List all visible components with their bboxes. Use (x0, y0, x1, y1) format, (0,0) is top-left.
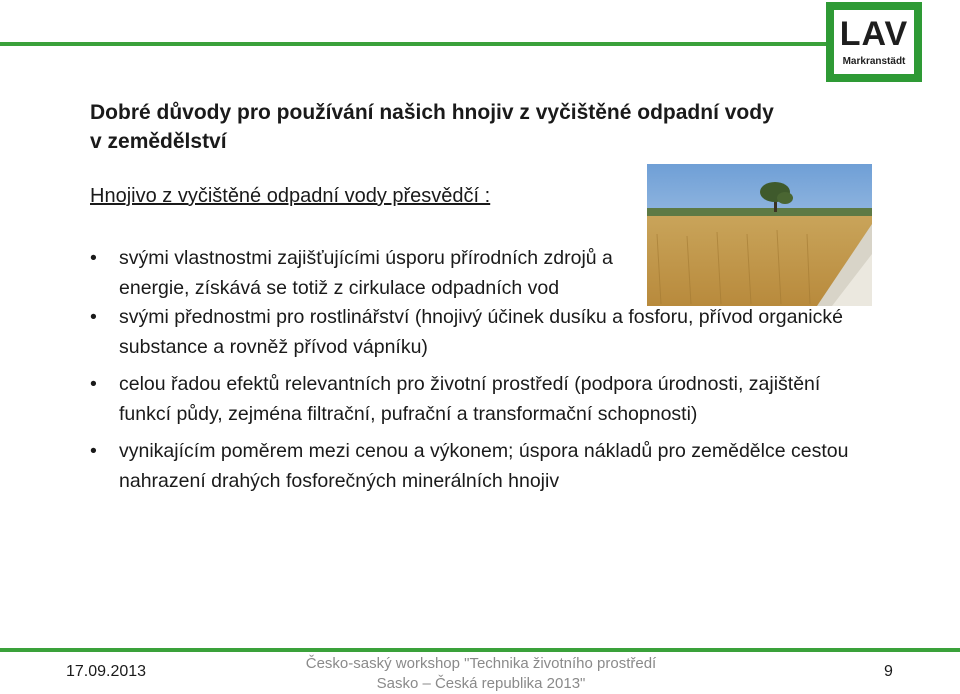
footer-date: 17.09.2013 (66, 663, 147, 680)
footer-divider (0, 648, 960, 652)
slide-subtitle: Hnojivo z vyčištěné odpadní vody přesvědčí : (90, 185, 491, 207)
lav-logo (826, 2, 922, 82)
list-item: • celou řadou efektů relevantních pro životní prostředí (podpora úrodnosti, zajištění funkcí půdy, zejména filtrační, pufrační a transformační schopnosti) (90, 370, 850, 429)
footer-event (276, 654, 686, 694)
list-item: • vynikajícím poměrem mezi cenou a výkonem; úspora nákladů pro zemědělce cestou nahrazení drahých fosforečných minerálních hnojiv (90, 437, 850, 496)
page-number: 9 (884, 663, 893, 680)
footer-event-line-1: Česko-saský workshop "Technika životního prostředí (305, 655, 657, 672)
bullet-list (90, 244, 850, 496)
slide-title: Dobré důvody pro používání našich hnojiv z vyčištěné odpadní vody v zemědělství (90, 101, 774, 153)
logo-name: LAV (839, 15, 909, 53)
footer-event-line-2: Sasko – Česká republika 2013" (376, 675, 586, 692)
logo-subtitle: Markranstädt (842, 56, 906, 67)
list-item: • svými vlastnostmi zajišťujícími úsporu přírodních zdrojů a energie, získává se totiž z cirkulace odpadních vod (90, 244, 619, 303)
list-item: • svými přednostmi pro rostlinářství (hnojivý účinek dusíku a fosforu, přívod organické substance a rovněž přívod vápníku) (90, 303, 850, 362)
header-divider (0, 42, 826, 46)
